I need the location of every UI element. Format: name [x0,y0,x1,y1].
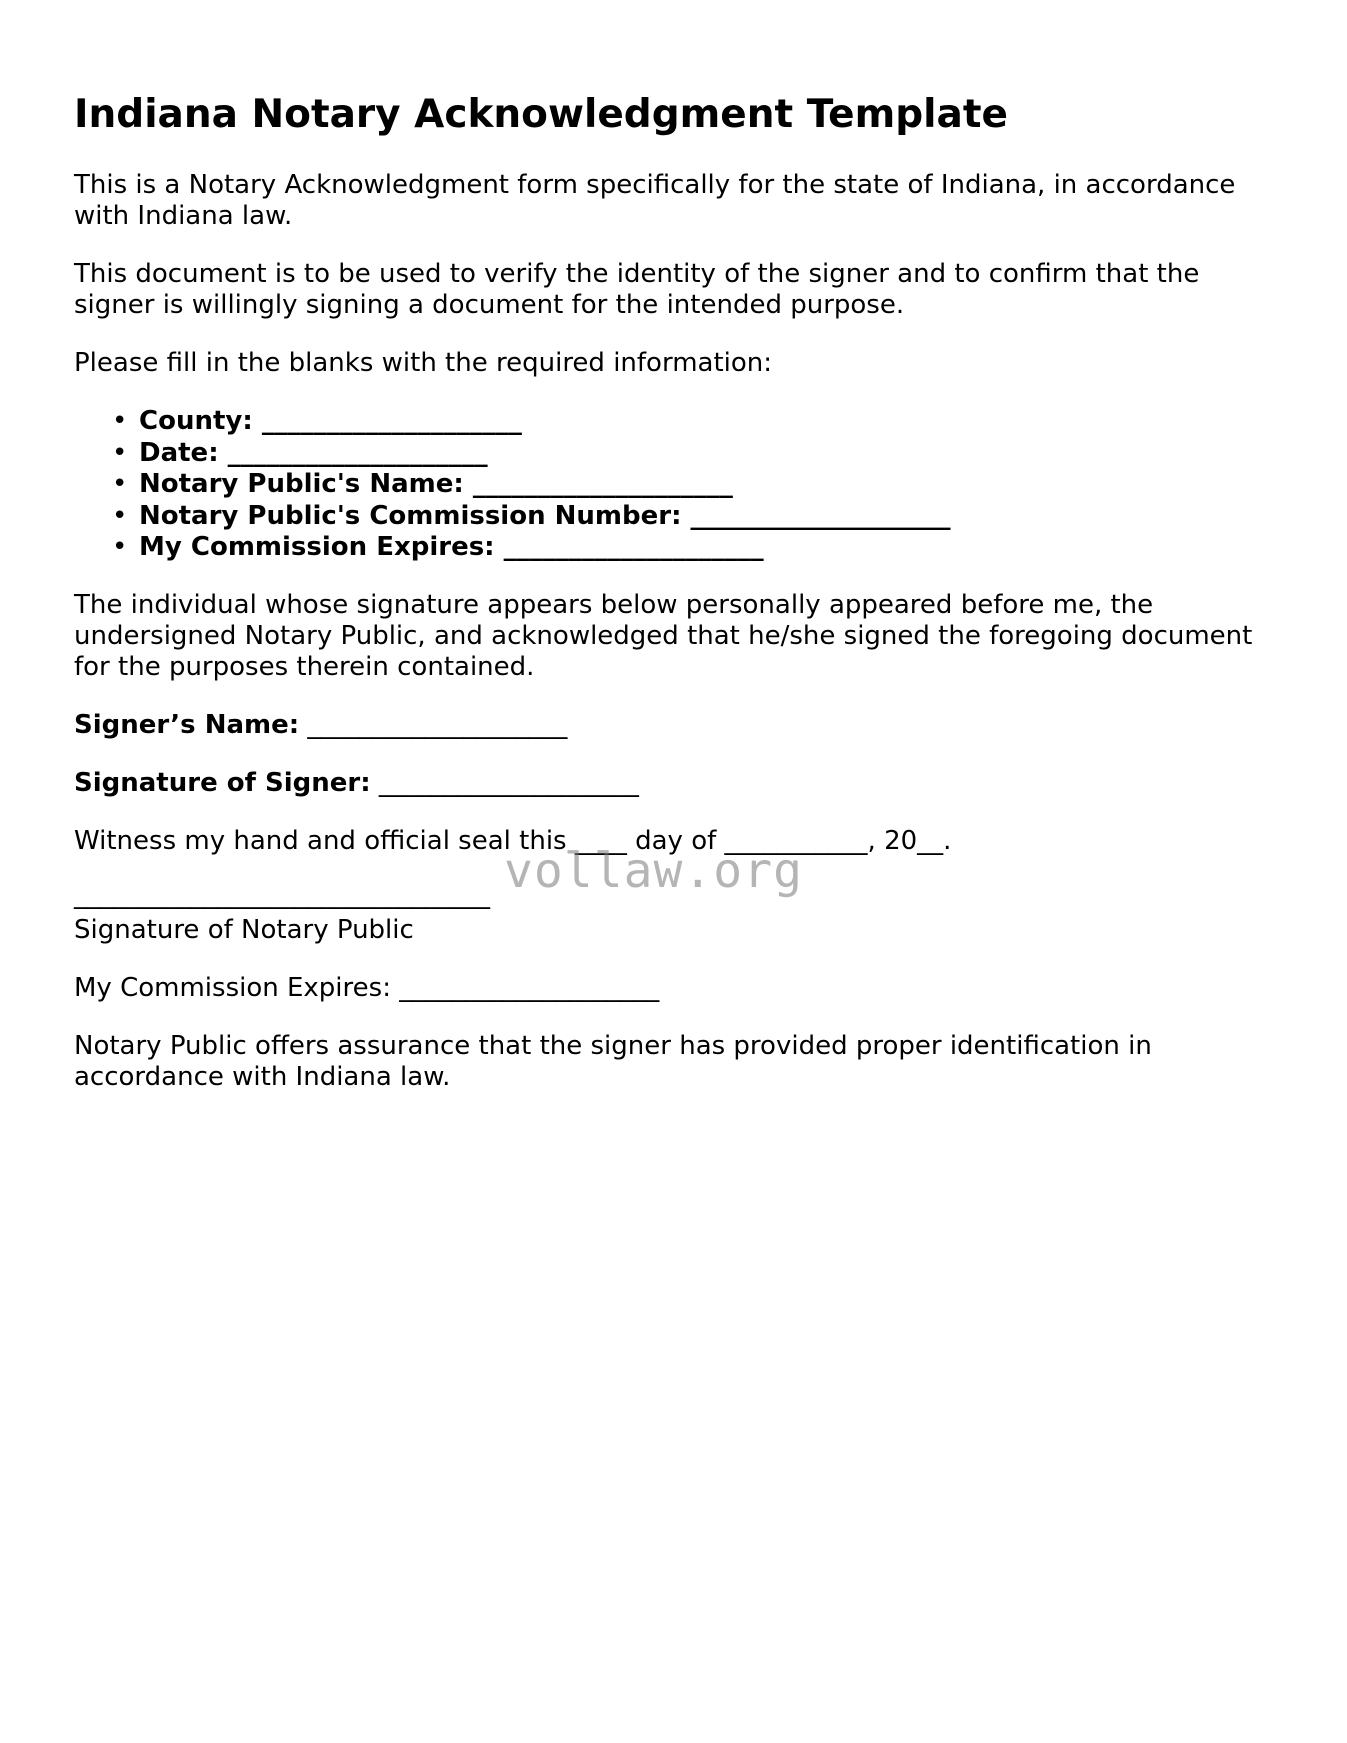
required-fields-list [74,406,951,564]
field-commission-number [74,501,951,533]
witness-statement: Witness my hand and official seal this ____ day of ___________, 20__. [74,826,952,856]
field-blank: ____________________ [227,437,488,468]
field-blank: ____________________ [261,406,522,436]
bullet-icon: • [112,437,128,468]
signer-signature-line [74,768,639,799]
page-title: Indiana Notary Acknowledgment Template [74,92,1008,137]
bullet-icon: • [112,500,128,531]
field-label: Notary Public's Name: [139,469,464,499]
field-label: Date: [139,437,219,468]
bullet-icon: • [112,532,128,562]
signer-name-blank: ____________________ [307,710,568,740]
field-label: County: [139,406,253,436]
watermark: vollaw.org [504,843,803,899]
field-label: Notary Public's Commission Number: [139,500,682,531]
acknowledgment-line-1: The individual whose signature appears below personally appeared before me, the [74,590,1154,620]
signer-name-label: Signer’s Name: [74,710,300,740]
signer-name-line [74,710,567,741]
closing-line-2: accordance with Indiana law. [74,1062,451,1092]
field-blank: ____________________ [690,500,951,531]
field-blank: ____________________ [472,469,733,499]
bullet-icon: • [112,469,128,499]
field-commission-expires [74,532,951,564]
commission-expires-line: My Commission Expires: ____________________ [74,973,660,1003]
closing-line-1: Notary Public offers assurance that the signer has provided proper identification in [74,1031,1152,1061]
notary-signature-line: ________________________________ [74,880,490,910]
acknowledgment-line-2: undersigned Notary Public, and acknowledged that he/she signed the foregoing document [74,621,1253,651]
field-notary-name [74,469,951,501]
field-label: My Commission Expires: [139,532,495,562]
purpose-line-2: signer is willingly signing a document for the intended purpose. [74,290,905,320]
notary-signature-label: Signature of Notary Public [74,915,414,945]
intro-line-1: This is a Notary Acknowledgment form specifically for the state of Indiana, in accordance [74,170,1236,200]
signer-signature-label: Signature of Signer: [74,768,371,798]
instructions: Please fill in the blanks with the required information: [74,348,773,378]
bullet-icon: • [112,406,128,436]
intro-line-2: with Indiana law. [74,201,293,231]
field-county [74,406,951,438]
purpose-line-1: This document is to be used to verify the identity of the signer and to confirm that the [74,259,1200,289]
field-blank: ____________________ [503,532,764,562]
signer-signature-blank: ____________________ [378,768,639,798]
field-date [74,438,951,470]
acknowledgment-line-3: for the purposes therein contained. [74,652,535,682]
